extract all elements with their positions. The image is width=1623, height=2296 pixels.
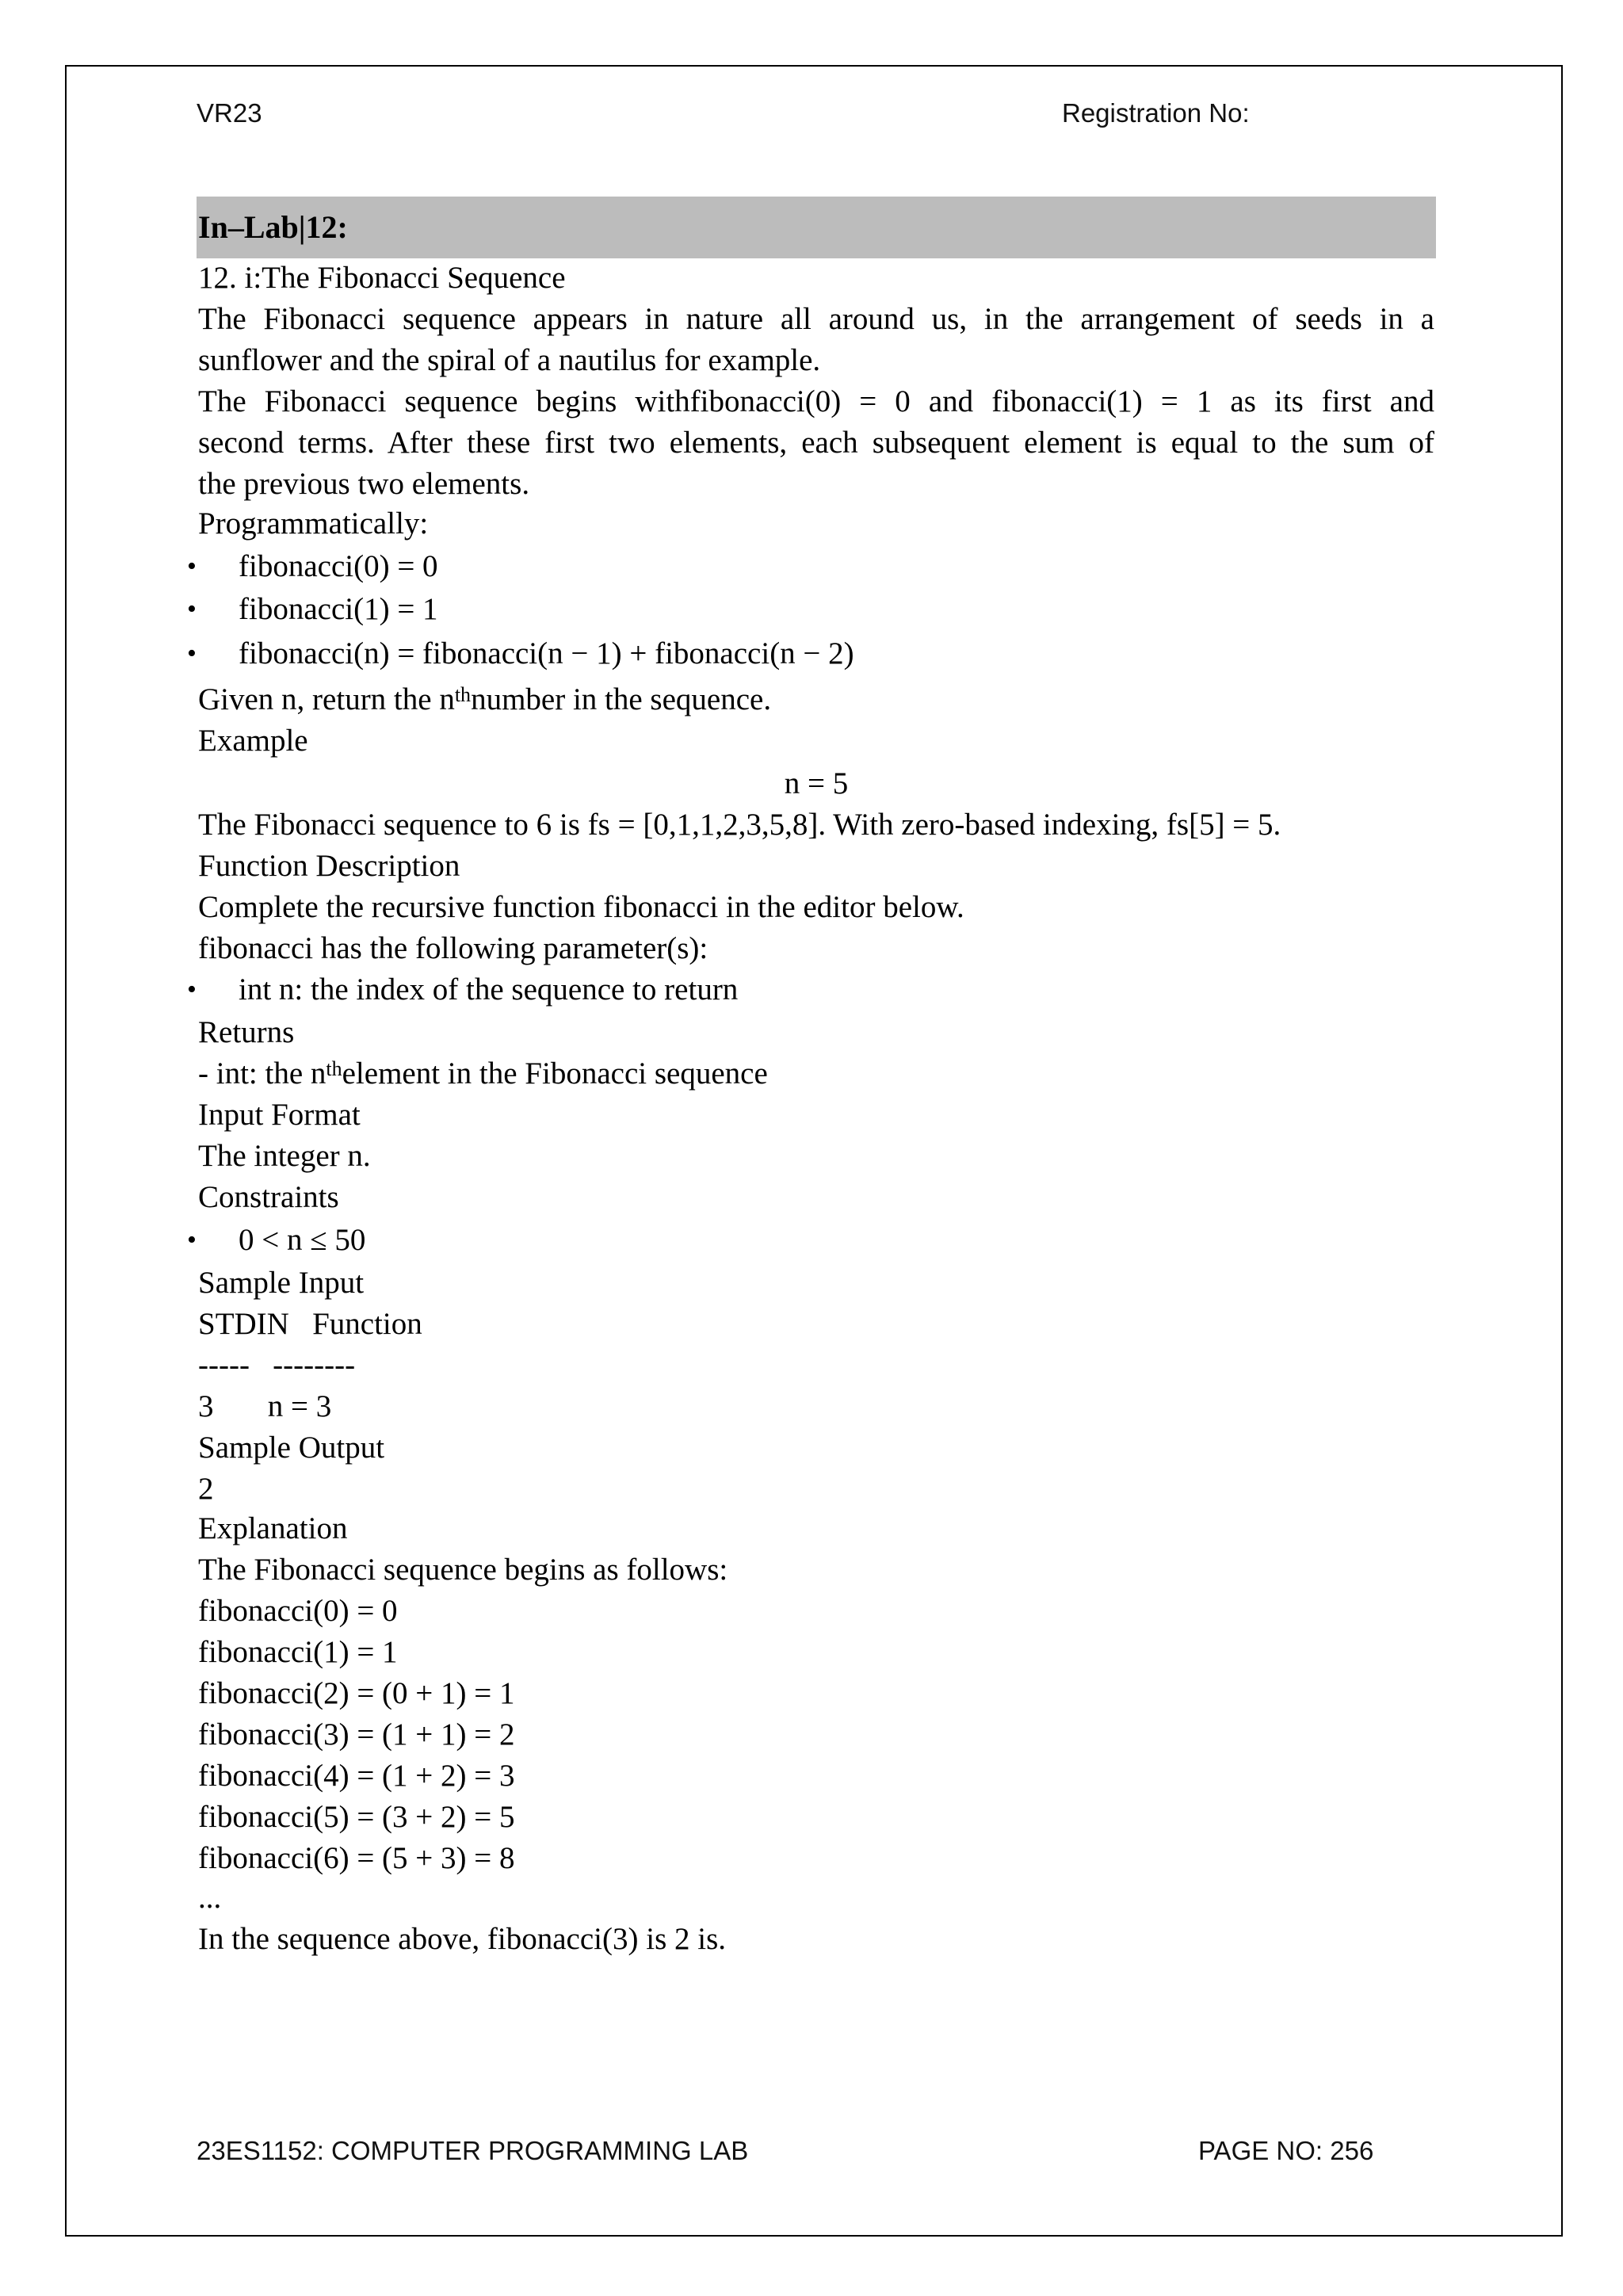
- bullet-fib0: fibonacci(0) = 0: [239, 549, 438, 583]
- conclusion-line: In the sequence above, fibonacci(3) is 2 is.: [198, 1922, 727, 1956]
- sequence-line-4: fibonacci(4) = (1 + 2) = 3: [198, 1759, 515, 1793]
- given-superscript: th: [454, 683, 472, 706]
- parameter-n: int n: the index of the sequence to return: [239, 972, 739, 1007]
- input-format-desc: The integer n.: [198, 1139, 371, 1173]
- bullet-dot: •: [187, 594, 197, 624]
- complete-instruction: Complete the recursive function fibonacci in the editor below.: [198, 890, 964, 924]
- sequence-line-2: fibonacci(2) = (0 + 1) = 1: [198, 1676, 515, 1710]
- stdin-separator: ----- --------: [198, 1348, 356, 1382]
- bullet-fibn: fibonacci(n) = fibonacci(n − 1) + fibonacci(n − 2): [239, 636, 854, 670]
- example-equation: n = 5: [784, 766, 849, 800]
- constraint-range: 0 < n ≤ 50: [239, 1223, 366, 1257]
- constraints-heading: Constraints: [198, 1180, 339, 1214]
- example-text: The Fibonacci sequence to 6 is fs = [0,1,1,2,3,5,8]. With zero-based indexing, fs[5] = 5.: [198, 808, 1281, 842]
- section-title: In–Lab|12:: [198, 209, 348, 245]
- sample-output-value: 2: [198, 1472, 214, 1506]
- returns-superscript: th: [326, 1057, 342, 1080]
- stdin-row: 3 n = 3: [198, 1389, 332, 1423]
- given-text-b: number in the sequence.: [471, 682, 772, 716]
- explanation-heading: Explanation: [198, 1511, 348, 1545]
- definition-line-1: The Fibonacci sequence begins withfibonacci(0) = 0 and fibonacci(1) = 1 as its first and: [198, 384, 1434, 418]
- function-description-heading: Function Description: [198, 849, 460, 883]
- definition-line-2: second terms. After these first two elements, each subsequent element is equal to the sum of: [198, 426, 1434, 460]
- intro-line-2: sunflower and the spiral of a nautilus for example.: [198, 343, 821, 377]
- sample-output-heading: Sample Output: [198, 1431, 385, 1465]
- parameters-intro: fibonacci has the following parameter(s):: [198, 931, 708, 965]
- input-format-heading: Input Format: [198, 1098, 361, 1132]
- bullet-dot: •: [187, 975, 197, 1004]
- explanation-intro: The Fibonacci sequence begins as follows:: [198, 1553, 728, 1587]
- sequence-line-0: fibonacci(0) = 0: [198, 1594, 398, 1628]
- section-title-band: [197, 197, 1436, 258]
- footer-course-title: 23ES1152: COMPUTER PROGRAMMING LAB: [197, 2136, 749, 2165]
- bullet-dot: •: [187, 552, 197, 581]
- given-text-a: Given n, return the n: [198, 682, 455, 716]
- problem-title: 12. i:The Fibonacci Sequence: [198, 261, 566, 295]
- footer-page-number: PAGE NO: 256: [1198, 2136, 1374, 2165]
- returns-line: [198, 1054, 1434, 1094]
- intro-line-1: The Fibonacci sequence appears in nature all around us, in the arrangement of seeds in a: [198, 302, 1434, 336]
- bullet-dot: •: [187, 639, 197, 668]
- programmatically-label: Programmatically:: [198, 506, 429, 541]
- sequence-ellipsis: ...: [198, 1881, 222, 1915]
- returns-text-a: - int: the n: [198, 1056, 327, 1091]
- sequence-line-5: fibonacci(5) = (3 + 2) = 5: [198, 1800, 515, 1834]
- definition-line-3: the previous two elements.: [198, 467, 530, 501]
- header-course-code: VR23: [197, 98, 262, 128]
- stdin-header: STDIN Function: [198, 1307, 422, 1341]
- returns-heading: Returns: [198, 1015, 295, 1049]
- bullet-dot: •: [187, 1225, 197, 1255]
- given-line: [198, 680, 1434, 720]
- returns-text-b: element in the Fibonacci sequence: [342, 1056, 768, 1091]
- sequence-line-3: fibonacci(3) = (1 + 1) = 2: [198, 1717, 515, 1752]
- sample-input-heading: Sample Input: [198, 1266, 365, 1300]
- bullet-fib1: fibonacci(1) = 1: [239, 592, 438, 626]
- sequence-line-6: fibonacci(6) = (5 + 3) = 8: [198, 1841, 515, 1875]
- example-heading: Example: [198, 724, 308, 758]
- header-registration-label: Registration No:: [1062, 98, 1250, 128]
- sequence-line-1: fibonacci(1) = 1: [198, 1635, 398, 1669]
